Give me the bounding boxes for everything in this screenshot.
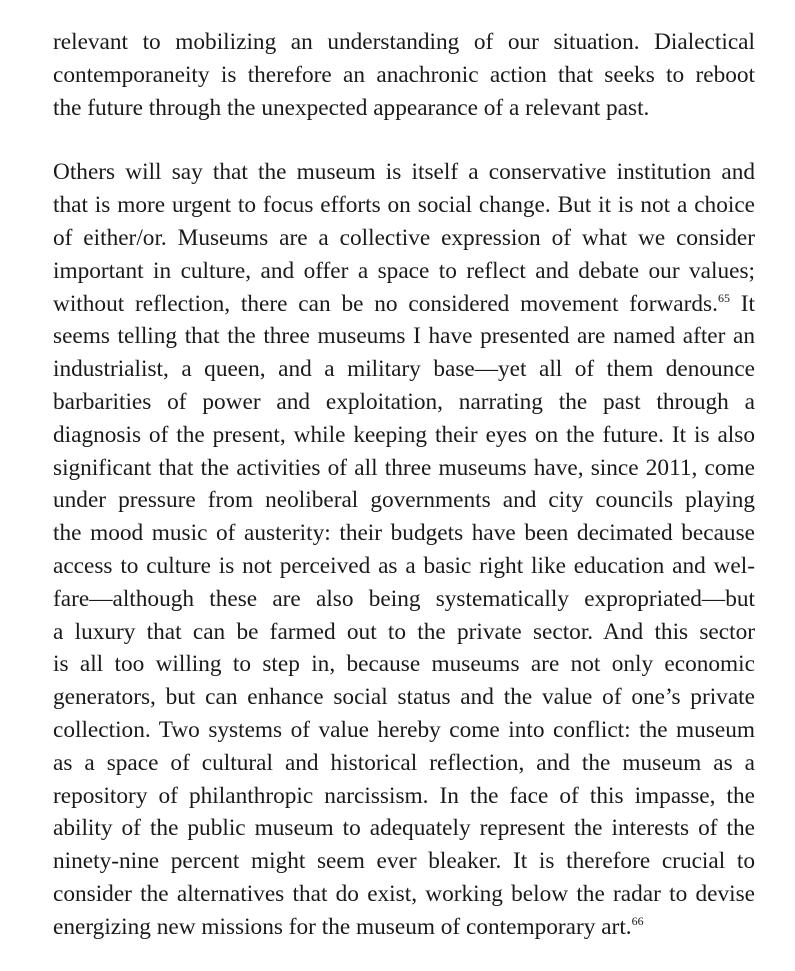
paragraph-1 xyxy=(53,26,755,124)
paragraph-2 xyxy=(53,156,755,943)
footnote-marker: 66 xyxy=(631,913,644,928)
text-line: significant that the activities of all three museums have, since 2011, come xyxy=(53,454,755,481)
text-line: industrialist, a queen, and a military base—yet all of them denounce xyxy=(53,356,755,383)
text-line: relevant to mobilizing an understanding of our situation. Dialectical xyxy=(53,29,755,55)
text-line: generators, but can enhance social status and the value of one’s private xyxy=(53,684,755,711)
text-line: under pressure from neoliberal governments and city councils playing xyxy=(53,487,755,514)
document-page xyxy=(53,26,755,944)
text-line: contemporaneity is therefore an anachronic action that seeks to reboot xyxy=(53,61,755,88)
text-line: barbarities of power and exploitation, narrating the past through a xyxy=(53,388,755,415)
text-line: ninety-nine percent might seem ever bleaker. It is therefore crucial to xyxy=(53,848,755,875)
paragraph-spacer xyxy=(53,124,755,156)
text-line: as a space of cultural and historical reflection, and the museum as a xyxy=(53,749,755,776)
line-text-tail: It xyxy=(740,290,755,317)
text-line: is all too willing to step in, because museums are not only economic xyxy=(53,651,755,678)
text-line: the future through the unexpected appearance of a relevant past. xyxy=(53,94,650,121)
text-line: the mood music of austerity: their budgets have been decimated because xyxy=(53,520,755,547)
text-line: diagnosis of the present, while keeping their eyes on the future. It is also xyxy=(53,421,755,448)
text-line: collection. Two systems of value hereby come into conflict: the museum xyxy=(53,716,755,743)
text-line: of either/or. Museums are a collective expression of what we consider xyxy=(53,224,755,251)
line-text: without reflection, there can be no considered movement forwards. xyxy=(53,290,718,317)
text-line: repository of philanthropic narcissism. In the face of this impasse, the xyxy=(53,782,755,809)
text-line: ability of the public museum to adequately represent the interests of the xyxy=(53,815,755,842)
text-line: access to culture is not perceived as a basic right like education and wel- xyxy=(53,552,755,579)
text-line-with-footnote xyxy=(53,288,755,321)
text-line-with-footnote xyxy=(53,911,755,944)
text-line: important in culture, and offer a space to reflect and debate our values; xyxy=(53,257,755,284)
footnote-marker: 65 xyxy=(717,290,730,305)
text-line: Others will say that the museum is itself a conservative institution and xyxy=(53,159,755,186)
text-line: seems telling that the three museums I have presented are named after an xyxy=(53,323,755,350)
text-line: consider the alternatives that do exist, working below the radar to devise xyxy=(53,880,755,907)
line-text: energizing new missions for the museum of contemporary art. xyxy=(53,913,632,940)
text-line: fare—although these are also being systematically expropriated—but xyxy=(53,585,755,612)
text-line: a luxury that can be farmed out to the private sector. And this sector xyxy=(53,618,755,645)
text-line: that is more urgent to focus efforts on social change. But it is not a choice xyxy=(53,192,755,219)
